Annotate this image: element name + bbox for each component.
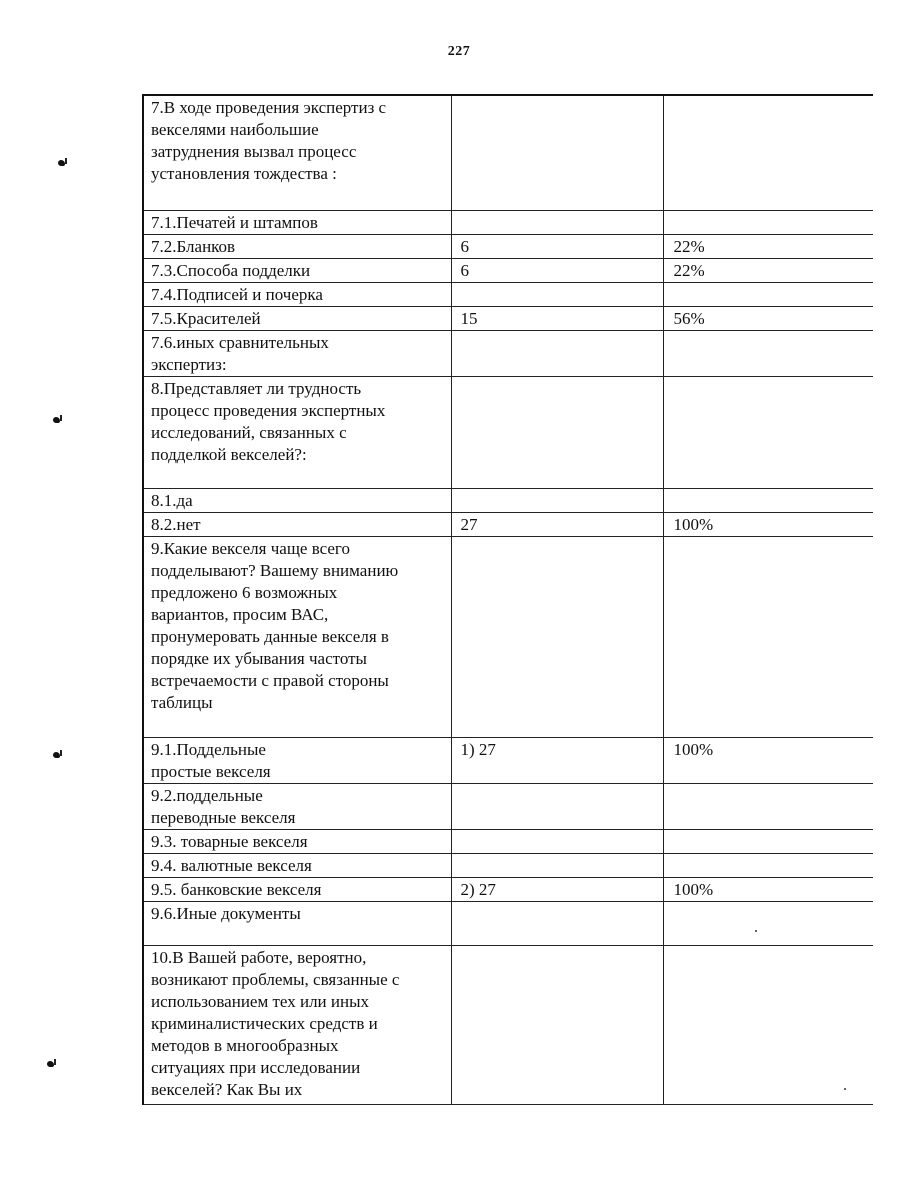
count-cell	[451, 330, 663, 376]
count-cell: 1) 27	[451, 737, 663, 783]
percent-cell	[663, 829, 873, 853]
percent-cell: 100%	[663, 877, 873, 901]
percent-cell	[663, 853, 873, 877]
page-number: 227	[447, 44, 471, 59]
question-cell: 9.3. товарные векселя	[143, 829, 451, 853]
question-cell: 8.1.да	[143, 488, 451, 512]
question-cell: 9.4. валютные векселя	[143, 853, 451, 877]
count-cell	[451, 783, 663, 829]
percent-cell: 100%	[663, 512, 873, 536]
binding-hole-mark	[53, 752, 60, 758]
percent-cell	[663, 945, 873, 1104]
count-cell	[451, 853, 663, 877]
table-row	[143, 829, 873, 853]
question-cell: 9.2.поддельные переводные векселя	[143, 783, 451, 829]
question-cell: 9.6.Иные документы	[143, 901, 451, 945]
question-cell: 9.1.Поддельные простые векселя	[143, 737, 451, 783]
table-row	[143, 737, 873, 783]
table-row	[143, 488, 873, 512]
percent-cell	[663, 282, 873, 306]
table-row	[143, 234, 873, 258]
count-cell: 2) 27	[451, 877, 663, 901]
table-row	[143, 512, 873, 536]
question-cell: 9.Какие векселя чаще всего подделывают? Вашему вниманию предложено 6 возможных вариантов, просим ВАС, пронумеровать данные векселя в порядке их убывания частоты встречаемости с правой стороны таблицы	[143, 536, 451, 737]
percent-cell	[663, 536, 873, 737]
question-cell: 7.2.Бланков	[143, 234, 451, 258]
question-cell: 8.Представляет ли трудность процесс проведения экспертных исследований, связанных с подделкой векселей?:	[143, 376, 451, 488]
count-cell	[451, 829, 663, 853]
question-cell: 9.5. банковские векселя	[143, 877, 451, 901]
question-cell: 7.6.иных сравнительных экспертиз:	[143, 330, 451, 376]
count-cell	[451, 536, 663, 737]
table-row	[143, 376, 873, 488]
table-row	[143, 945, 873, 1104]
table-row	[143, 877, 873, 901]
count-cell	[451, 95, 663, 210]
percent-cell: 22%	[663, 258, 873, 282]
survey-results-table	[142, 94, 873, 1105]
binding-hole-mark	[58, 160, 65, 166]
question-cell: 7.4.Подписей и почерка	[143, 282, 451, 306]
table-row	[143, 95, 873, 210]
count-cell	[451, 901, 663, 945]
table-row	[143, 901, 873, 945]
percent-cell	[663, 488, 873, 512]
percent-cell: 100%	[663, 737, 873, 783]
count-cell	[451, 488, 663, 512]
percent-cell: 22%	[663, 234, 873, 258]
question-cell: 8.2.нет	[143, 512, 451, 536]
percent-cell	[663, 901, 873, 945]
question-cell: 7.3.Способа подделки	[143, 258, 451, 282]
count-cell: 6	[451, 234, 663, 258]
table-row	[143, 306, 873, 330]
count-cell	[451, 210, 663, 234]
percent-cell	[663, 783, 873, 829]
question-cell: 7.В ходе проведения экспертиз с векселями наибольшие затруднения вызвал процесс установления тождества :	[143, 95, 451, 210]
table-row	[143, 330, 873, 376]
table-row	[143, 853, 873, 877]
percent-cell: 56%	[663, 306, 873, 330]
count-cell	[451, 945, 663, 1104]
table-row	[143, 783, 873, 829]
count-cell: 27	[451, 512, 663, 536]
binding-hole-mark	[53, 417, 60, 423]
binding-hole-mark	[47, 1061, 54, 1067]
count-cell: 15	[451, 306, 663, 330]
question-cell: 7.1.Печатей и штампов	[143, 210, 451, 234]
question-cell: 7.5.Красителей	[143, 306, 451, 330]
count-cell	[451, 282, 663, 306]
percent-cell	[663, 95, 873, 210]
percent-cell	[663, 210, 873, 234]
question-cell: 10.В Вашей работе, вероятно, возникают проблемы, связанные с использованием тех или иных криминалистических средств и методов в многообразных ситуациях при исследовании векселей? Как Вы их	[143, 945, 451, 1104]
table-row	[143, 282, 873, 306]
count-cell: 6	[451, 258, 663, 282]
percent-cell	[663, 330, 873, 376]
table-row	[143, 258, 873, 282]
percent-cell	[663, 376, 873, 488]
count-cell	[451, 376, 663, 488]
table-row	[143, 210, 873, 234]
table-row	[143, 536, 873, 737]
